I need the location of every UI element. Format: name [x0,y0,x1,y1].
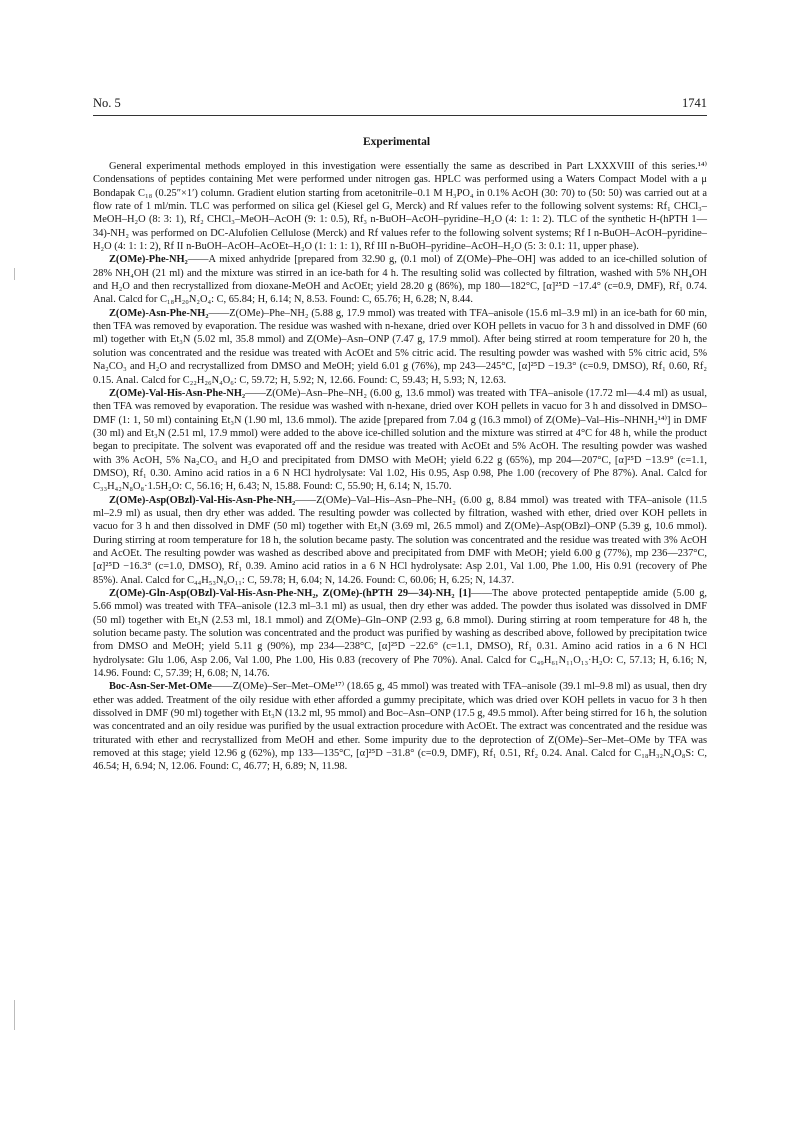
paragraph-text: ——Z(OMe)–Val–His–Asn–Phe–NH₂ (6.00 g, 8.84 mmol) was treated with TFA–anisole (11.5 ml–2.9 ml) as usual, then dry ether was added. The resulting powder was collected by filtration, washed with ether, dried over KOH pellets in vacuo for 3 h and then dissolved in DMF (50 ml) together with Et₃N (3.69 ml, 26.5 mmol) and Z(OMe)–Asp(OBzl)–ONP (5.39 g, 10.6 mmol). During stirring at room temperature for 18 h, the solution became pasty. The solution was concentrated and the residue was treated with 3% AcOH and AcOEt. The resulting powder was washed as described above and precipitated from DMF with MeOH; yield 6.00 g (77%), mp 236—237°C, [α]²⁵D −16.3° (c=1.0, DMSO), Rf₁ 0.39. Amino acid ratios in a 6 N HCl hydrolysate: Asp 2.01, Val 1.00, Phe 1.00, His 0.91 (recovery of Phe 85%). Anal. Calcd for C₄₄H₅₃N₉O₁₁: C, 59.78; H, 6.04; N, 14.26. Found: C, 60.06; H, 6.25; N, 14.37. [93,494,707,586]
paragraph-z-ome-hpth-29-34 [93,587,707,680]
section-body [93,160,707,774]
paragraph-text: General experimental methods employed in this investigation were essentially the same as described in Part LXXXVIII of this series.¹⁴⁾ Condensations of peptides containing Met were performed under nitrogen gas. HPLC was performed using a Waters Compact Model with a μ Bondapak C₁₈ (0.25″×1′) column. Gradient elution starting from acetonitrile–0.1 M H₃PO₄ in 0.1% AcOH (30: 70) to (50: 50) was carried out at a flow rate of 1 ml/min. TLC was performed on silica gel (Kiesel gel G, Merck) and Rf values refer to the following solvent systems: Rf₁ CHCl₃–MeOH–H₂O (8: 3: 1), Rf₂ CHCl₃–MeOH–AcOH (9: 1: 0.5), Rf₃ n-BuOH–AcOH–pyridine–H₂O (4: 1: 1: 2). TLC of the synthetic H-(hPTH 1—34)-NH₂ was performed on DC-Alufolien Cellulose (Merck) and Rf values refer to the following solvent systems; Rf I n-BuOH–AcOH–pyridine–H₂O (4: 1: 1: 2), Rf II n-BuOH–AcOH–AcOEt–H₂O (1: 1: 1: 1), Rf III n-BuOH–pyridine–AcOH–H₂O (5: 3: 0.1: 11, upper phase). [93,161,707,253]
paragraph-text: ——A mixed anhydride [prepared from 32.90 g, (0.1 mol) of Z(OMe)–Phe–OH] was added to an ice-chilled solution of 28% NH₄OH (21 ml) and the mixture was stirred in an ice-bath for 4 h. The resulting solid was collected by filtration, washed with 5% NH₄OH and H₂O and then recrystallized from dioxane-MeOH and AcOEt; yield 28.20 g (86%), mp 180—182°C, [α]²⁵D −17.4° (c=0.9, DMF), Rf₁ 0.74. Anal. Calcd for C₁₈H₂₀N₂O₄: C, 65.84; H, 6.14; N, 8.53. Found: C, 65.76; H, 6.28; N, 8.44. [93,254,707,306]
compound-heading: Z(OMe)-Gln-Asp(OBzl)-Val-His-Asn-Phe-NH₂, Z(OMe)-(hPTH 29—34)-NH₂ [1] [109,588,472,599]
scan-margin-mark [14,1000,15,1030]
paragraph-z-ome-val-his-asn-phe-nh2 [93,387,707,494]
compound-heading: Z(OMe)-Asn-Phe-NH₂ [109,307,209,319]
paragraph-text: ——Z(OMe)–Asn–Phe–NH₂ (6.00 g, 13.6 mmol) was treated with TFA–anisole (17.72 ml—4.4 ml) as usual, then TFA was removed by evaporation. The residue was washed with n-hexane, dried over KOH pellets in vacuo for 3 h and dissolved in DMSO–DMF (1: 1, 50 ml) containing Et₃N (1.90 ml, 13.6 mmol). The azide [prepared from 7.04 g (16.3 mmol) of Z(OMe)–Val–His–NHNH₂¹⁴⁾] in DMF (30 ml) and Et₃N (2.51 ml, 17.9 mmol) were added to the above ice-chilled solution and the mixture was stirred at 4°C for 48 h, while the product began to precipitate. The solvent was evaporated off and the residue was treated with AcOEt and 5% AcOH. The resulting powder was washed with 3% AcOH, 5% Na₂CO₃ and H₂O and precipitated from DMSO with MeOH; yield 6.22 g (65%), mp 204—207°C, [α]²⁵D −13.9° (c=1.1, DMSO), Rf₁ 0.30. Amino acid ratios in a 6 N HCl hydrolysate: Val 1.02, His 0.95, Asp 0.98, Phe 1.00 (recovery of Phe 87%). Anal. Calcd for C₃₃H₄₂N₈O₈·1.5H₂O: C, 56.16; H, 6.43; N, 15.88. Found: C, 55.90; H, 6.14; N, 15.70. [93,387,707,493]
paragraph-z-ome-phe-nh2 [93,253,707,306]
page-number: 1741 [682,96,707,110]
paragraph-text: ——Z(OMe)–Ser–Met–OMe¹⁷⁾ (18.65 g, 45 mmol) was treated with TFA–anisole (39.1 ml–9.8 ml) as usual, then dry ether was added. Treatment of the oily residue with ether afforded a gummy precipitate, which was dried over KOH pellets in vacuo for 3 h then dissolved in DMF (90 ml) together with Et₃N (13.2 ml, 95 mmol) and Boc–Asn–ONP (17.5 g, 49.5 mmol). After being stirred for 16 h, the solution was concentrated and an oily residue was purified by the usual extraction procedure with AcOEt. The extract was concentrated and the residue was triturated with ether and recrystallized from MeOH and ether. Some impurity due to the deprotection of Z(OMe)–Ser–Met–OMe by TFA was removed at this stage; yield 12.96 g (62%), mp 133—135°C, [α]²⁵D −31.8° (c=0.9, DMF), Rf₁ 0.51, Rf₂ 0.24. Anal. Calcd for C₁₈H₃₂N₄O₈S: C, 46.54; H, 6.94; N, 12.06. Found: C, 46.77; H, 6.89; N, 11.98. [93,681,707,773]
paragraph-general [93,160,707,253]
paragraph-boc-asn-ser-met-ome [93,680,707,773]
paragraph-text: ——Z(OMe)–Phe–NH₂ (5.88 g, 17.9 mmol) was treated with TFA–anisole (15.6 ml–3.9 ml) in an ice-bath for 60 min, then TFA was removed by evaporation. The residue was washed with n-hexane, dried over KOH pellets in vacuo for 3 h and dissolved in DMF (60 ml) together with Et₃N (5.02 ml, 35.8 mmol) and Z(OMe)–Asn–ONP (7.47 g, 17.9 mmol). After being stirred at room temperature for 20 h, the solution was concentrated and the residue was treated with AcOEt and 5% citric acid. The resulting powder was washed with 5% citric acid, 5% Na₂CO₃ and H₂O and recrystallized from DMSO and MeOH; yield 6.01 g (76%), mp 243—245°C, [α]²⁵D −19.3° (c=0.9, DMSO), Rf₁ 0.60, Rf₂ 0.15. Anal. Calcd for C₂₂H₂₆N₄O₆: C, 59.72; H, 5.92; N, 12.66. Found: C, 59.43; H, 5.93; N, 12.63. [93,307,707,386]
compound-heading: Boc-Asn-Ser-Met-OMe [109,681,212,693]
issue-number: No. 5 [93,96,121,110]
paragraph-z-ome-asp-obzl-pentapeptide [93,494,707,587]
paragraph-z-ome-asn-phe-nh2 [93,307,707,387]
page-header [93,96,707,114]
section-title: Experimental [362,136,431,148]
paragraph-text: ——The above protected pentapeptide amide (5.00 g, 5.66 mmol) was treated with TFA–anisole (12.3 ml–3.1 ml) as usual, then dry ether was added. The powder thus isolated was dissolved in DMF (50 ml) together with Et₃N (2.53 ml, 18.1 mmol) and Z(OMe)–Gln–ONP (2.93 g, 6.8 mmol). During stirring at room temperature for 48 h, the solution became pasty. The solution was concentrated and the product was purified by washing as described above, followed by precipitation twice from DMSO and MeOH; yield 5.11 g (90%), mp 234—238°C, [α]²⁵D −22.6° (c=1.1, DMSO), Rf₁ 0.31. Amino acid ratios in a 6 N HCl hydrolysate: Glu 1.06, Asp 2.06, Val 1.00, Phe 1.00, His 0.83 (recovery of Phe 70%). Anal. Calcd for C₄₉H₆₁N₁₁O₁₃·H₂O: C, 57.13; H, 6.16; N, 14.96. Found: C, 57.39; H, 6.08; N, 14.76. [93,588,707,680]
compound-heading: Z(OMe)-Phe-NH₂ [109,254,188,266]
compound-heading: Z(OMe)-Val-His-Asn-Phe-NH₂ [109,387,246,399]
scan-margin-mark [14,268,15,280]
compound-heading: Z(OMe)-Asp(OBzl)-Val-His-Asn-Phe-NH₂ [109,494,296,506]
header-rule [93,115,707,116]
